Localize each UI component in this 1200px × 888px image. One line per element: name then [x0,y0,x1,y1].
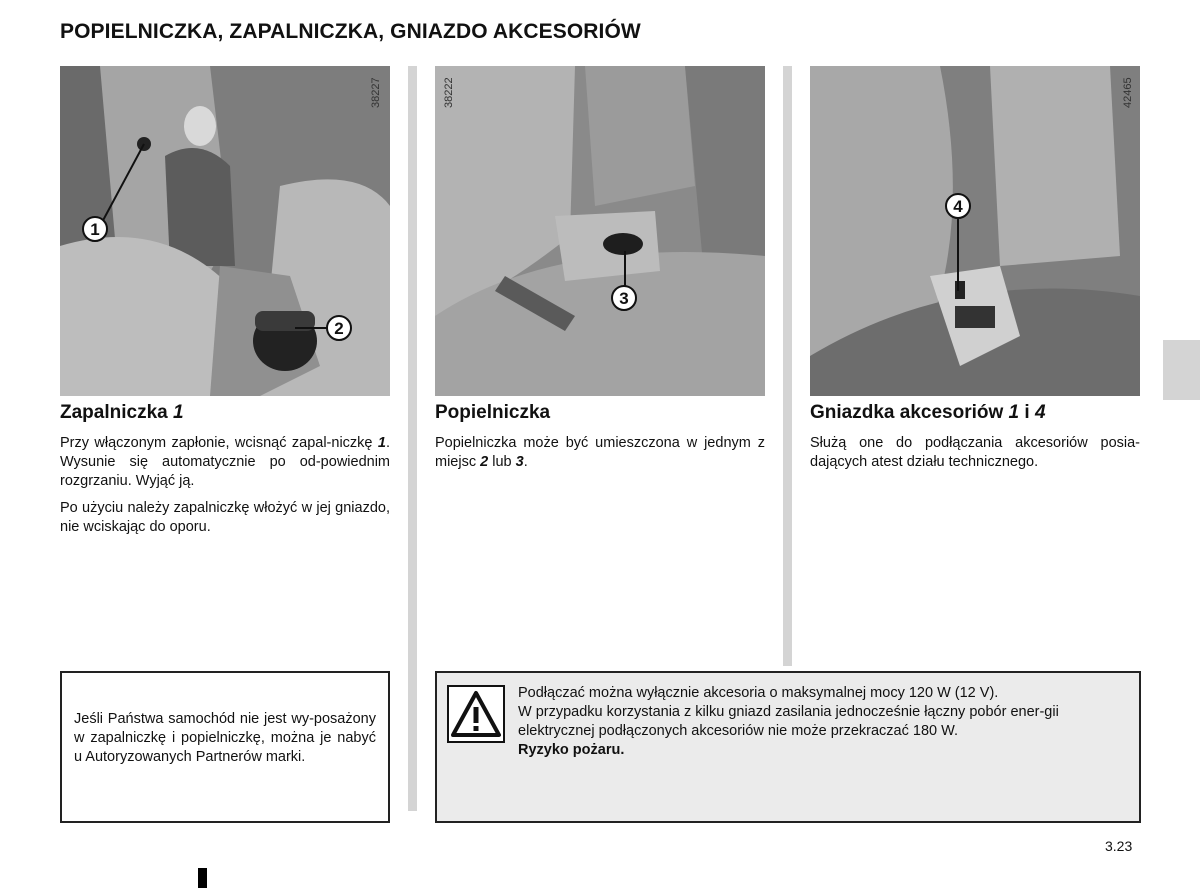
lighter-paragraph-1: Przy włączonym zapłonie, wcisnąć zapal-niczkę 1. Wysunie się automatycznie po od-powiednim rozgrzaniu. Wyjąć ją. [60,435,390,489]
photo-id-label: 38222 [443,77,455,108]
photo-ashtray [435,66,765,396]
warning-line-2: W przypadku korzystania z kilku gniazd zasilania jednocześnie łączny pobór ener-gii elektrycznej podłączonych akcesoriów nie może przekraczać 180 W. [518,704,1059,739]
photo-socket [810,66,1140,396]
column-divider-right [783,66,792,666]
photo-lighter [60,66,390,396]
warning-text [518,684,1128,760]
warning-line-3: Ryzyko pożaru. [518,742,625,758]
lighter-paragraph-2: Po użyciu należy zapalniczkę włożyć w jej gniazdo, nie wciskając do oporu. [60,500,390,535]
print-mark [198,868,207,888]
photo-id-label: 42465 [1122,77,1134,108]
warning-triangle-icon [447,685,505,743]
page-number: 3.23 [1105,838,1133,854]
column-divider-left [408,66,417,811]
page-title: POPIELNICZKA, ZAPALNICZKA, GNIAZDO AKCESORIÓW [60,20,641,43]
callout-4: 4 [945,193,971,219]
callout-2: 2 [326,315,352,341]
info-box-text: Jeśli Państwa samochód nie jest wy-posażony w zapalniczkę i popielniczkę, można je nabyć u Autoryzowanych Partnerów marki. [74,711,376,765]
warning-line-1: Podłączać można wyłącznie akcesoria o maksymalnej mocy 120 W (12 V). [518,685,999,701]
callout-1: 1 [82,216,108,242]
heading-lighter: Zapalniczka 1 [60,402,184,423]
chapter-tab [1163,340,1200,400]
ashtray-paragraph: Popielniczka może być umieszczona w jednym z miejsc 2 lub 3. [435,435,765,470]
callout-3: 3 [611,285,637,311]
photo-id-label: 38227 [370,77,382,108]
heading-ashtray: Popielniczka [435,402,551,423]
heading-sockets: Gniazdka akcesoriów 1 i 4 [810,402,1046,423]
sockets-paragraph: Służą one do podłączania akcesoriów posia-dających atest działu technicznego. [810,435,1140,470]
